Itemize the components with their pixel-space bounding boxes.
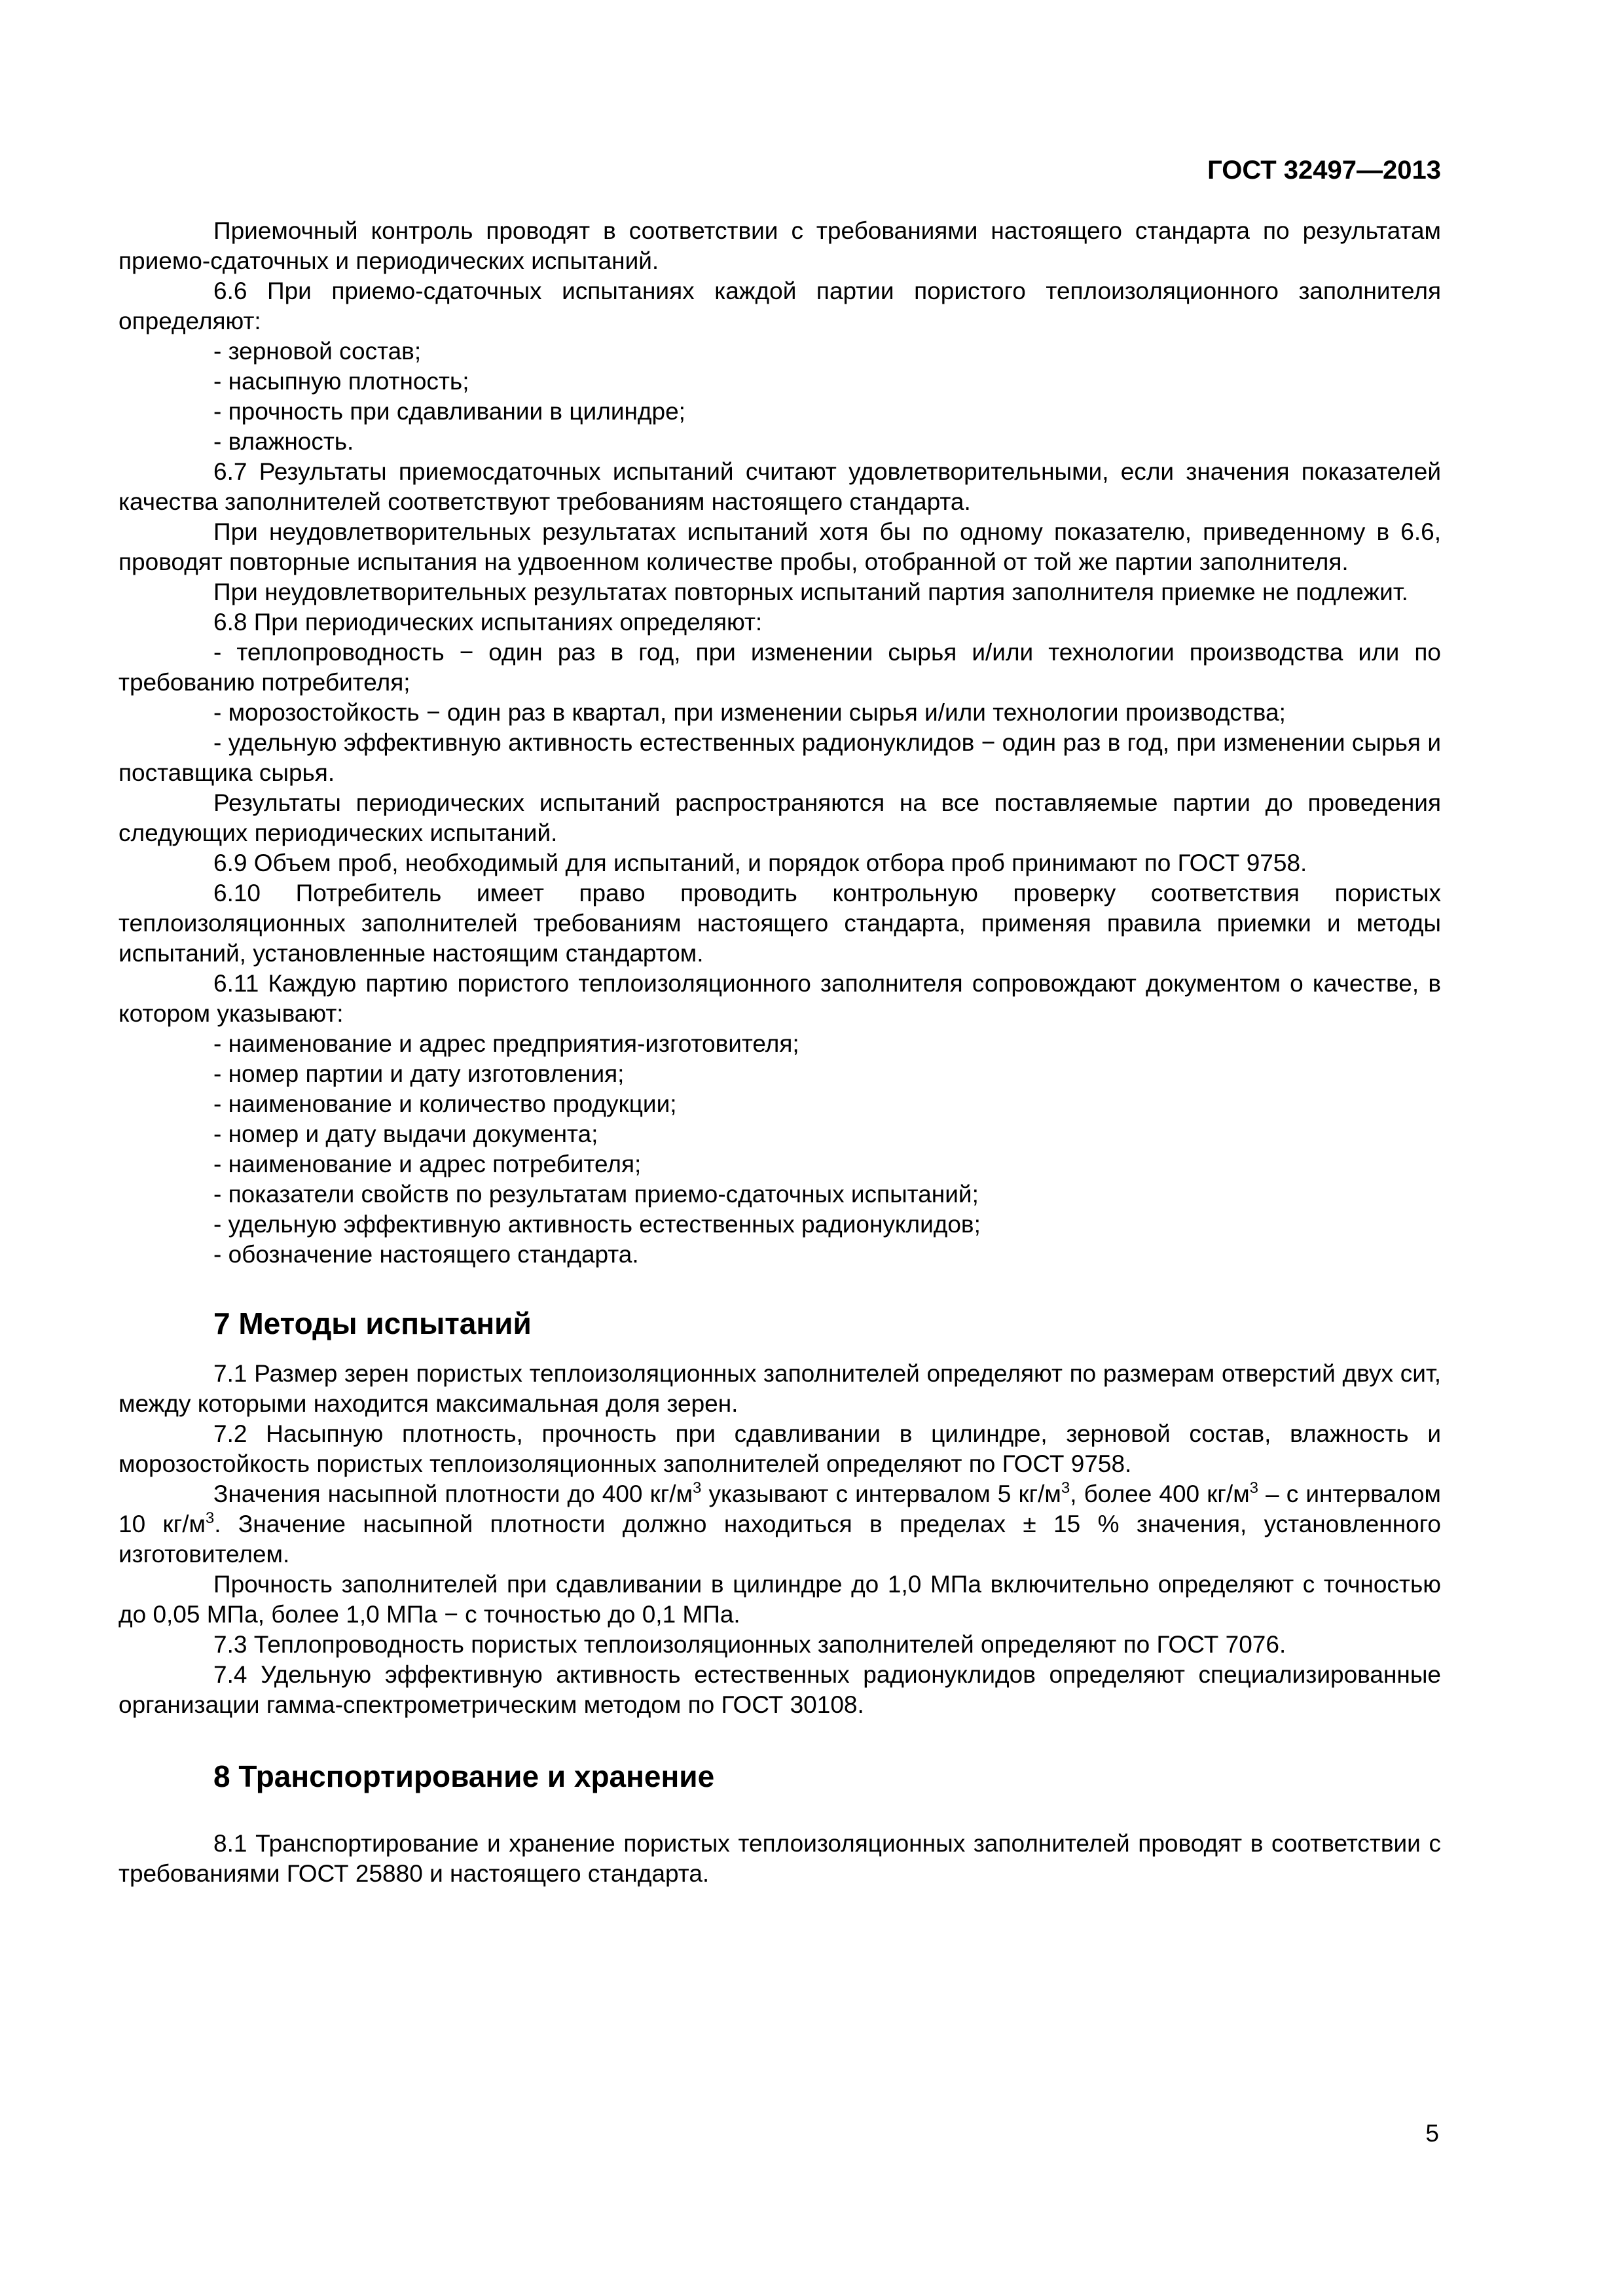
paragraph-6-7: 6.7 Результаты приемосдаточных испытаний считают удовлетворительными, если значения показателей качества заполнителей соответствуют требованиям настоящего стандарта. bbox=[119, 458, 1441, 515]
list-item: - влажность. bbox=[213, 428, 354, 455]
list-item: - номер партии и дату изготовления; bbox=[213, 1060, 625, 1087]
superscript-3: 3 bbox=[1249, 1479, 1258, 1497]
list-item: - зерновой состав; bbox=[213, 338, 422, 365]
list-item: - насыпную плотность; bbox=[213, 368, 469, 395]
paragraph-8-1: 8.1 Транспортирование и хранение пористых теплоизоляционных заполнителей проводят в соответствии с требованиями ГОСТ 25880 и настоящего стандарта. bbox=[119, 1830, 1441, 1887]
superscript-3: 3 bbox=[1061, 1479, 1070, 1497]
paragraph-6-11: 6.11 Каждую партию пористого теплоизоляционного заполнителя сопровождают документом о качестве, в котором указывают: bbox=[119, 970, 1441, 1027]
paragraph-6-6: 6.6 При приемо-сдаточных испытаниях каждой партии пористого теплоизоляционного заполнителя определяют: bbox=[119, 278, 1441, 334]
density-text-1: Значения насыпной плотности до 400 кг/м bbox=[213, 1480, 693, 1507]
paragraph-crushing-strength: Прочность заполнителей при сдавливании в цилиндре до 1,0 МПа включительно определяют с точностью до 0,05 МПа, более 1,0 МПа − с точностью до 0,1 МПа. bbox=[119, 1571, 1441, 1628]
list-item: - обозначение настоящего стандарта. bbox=[213, 1241, 639, 1268]
list-item: - наименование и адрес потребителя; bbox=[213, 1151, 642, 1177]
paragraph-6-10: 6.10 Потребитель имеет право проводить контрольную проверку соответствия пористых теплоизоляционных заполнителей требованиям настоящего стандарта, применяя правила приемки и методы испытаний, установленные настоящим стандартом. bbox=[119, 880, 1441, 967]
document-body bbox=[119, 216, 1441, 1889]
paragraph-periodic-results: Результаты периодических испытаний распространяются на все поставляемые партии до проведения следующих периодических испытаний. bbox=[119, 789, 1441, 846]
paragraph-7-3: 7.3 Теплопроводность пористых теплоизоляционных заполнителей определяют по ГОСТ 7076. bbox=[213, 1631, 1286, 1658]
density-text-2: указывают с интервалом 5 кг/м bbox=[701, 1480, 1061, 1507]
page-number: 5 bbox=[1425, 2120, 1439, 2147]
superscript-3: 3 bbox=[205, 1509, 215, 1527]
paragraph-acceptance-control: Приемочный контроль проводят в соответствии с требованиями настоящего стандарта по результатам приемо-сдаточных и периодических испытаний. bbox=[119, 217, 1441, 274]
paragraph-7-4: 7.4 Удельную эффективную активность естественных радионуклидов определяют специализированные организации гамма-спектрометрическим методом по ГОСТ 30108. bbox=[119, 1661, 1441, 1718]
list-item: - теплопроводность − один раз в год, при изменении сырья и/или технологии производства или по требованию потребителя; bbox=[119, 639, 1441, 696]
density-text-5: . Значение насыпной плотности должно находиться в пределах ± 15 % значения, установленного изготовителем. bbox=[119, 1511, 1441, 1568]
paragraph-repeat-test-results: При неудовлетворительных результатах повторных испытаний партия заполнителя приемке не подлежит. bbox=[213, 579, 1408, 605]
paragraph-unsatisfactory-results: При неудовлетворительных результатах испытаний хотя бы по одному показателю, приведенному в 6.6, проводят повторные испытания на удвоенном количестве пробы, отобранной от той же партии заполнителя. bbox=[119, 518, 1441, 575]
density-text-3: , более 400 кг/м bbox=[1070, 1480, 1250, 1507]
list-item: - наименование и количество продукции; bbox=[213, 1090, 677, 1117]
list-item: - наименование и адрес предприятия-изготовителя; bbox=[213, 1030, 799, 1057]
section-heading-test-methods: 7 Методы испытаний bbox=[213, 1306, 532, 1340]
paragraph-6-9: 6.9 Объем проб, необходимый для испытаний, и порядок отбора проб принимают по ГОСТ 9758. bbox=[213, 850, 1307, 876]
section-heading-transport-storage: 8 Транспортирование и хранение bbox=[213, 1759, 715, 1793]
list-item: - морозостойкость − один раз в квартал, при изменении сырья и/или технологии производства; bbox=[213, 699, 1286, 726]
list-item: - показатели свойств по результатам приемо-сдаточных испытаний; bbox=[213, 1181, 979, 1208]
list-item: - удельную эффективную активность естественных радионуклидов − один раз в год, при изменении сырья и поставщика сырья. bbox=[119, 729, 1441, 786]
density-text-4: – с интервалом 10 кг/м bbox=[119, 1480, 1441, 1537]
paragraph-7-1: 7.1 Размер зерен пористых теплоизоляционных заполнителей определяют по размерам отверстий двух сит, между которыми находится максимальная доля зерен. bbox=[119, 1360, 1441, 1417]
list-item: - удельную эффективную активность естественных радионуклидов; bbox=[213, 1211, 981, 1238]
paragraph-6-8: 6.8 При периодических испытаниях определяют: bbox=[213, 609, 763, 636]
standard-header: ГОСТ 32497—2013 bbox=[1207, 156, 1441, 185]
paragraph-7-2: 7.2 Насыпную плотность, прочность при сдавливании в цилиндре, зерновой состав, влажность и морозостойкость пористых теплоизоляционных заполнителей определяют по ГОСТ 9758. bbox=[119, 1420, 1441, 1477]
list-item: - номер и дату выдачи документа; bbox=[213, 1121, 598, 1147]
superscript-3: 3 bbox=[693, 1479, 702, 1497]
paragraph-bulk-density bbox=[119, 1479, 1441, 1570]
list-item: - прочность при сдавливании в цилиндре; bbox=[213, 398, 685, 425]
